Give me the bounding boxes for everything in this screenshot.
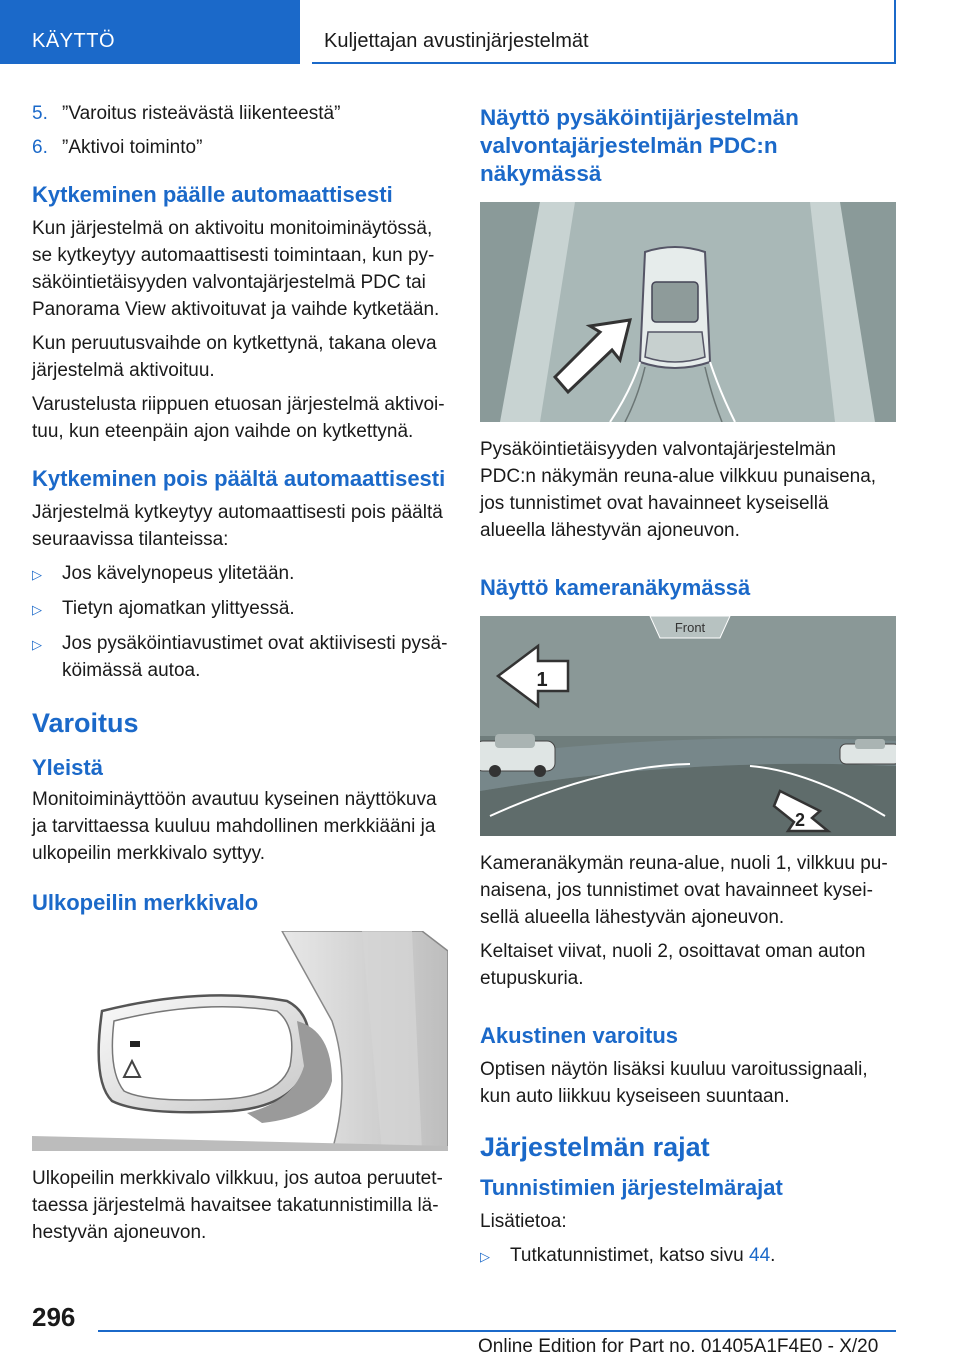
bullet-item <box>32 630 448 684</box>
heading-warning: Varoitus <box>32 708 139 738</box>
figure-caption: Kameranäkymän reuna-alue, nuoli 1, vilkkuu punaisena, jos tunnistimet ovat havainneet kyseisellä alueella lähestyvän ajoneuvon. <box>480 853 888 928</box>
bullet-item <box>480 1242 896 1270</box>
camera-view-illustration <box>480 616 896 836</box>
camera-arrow-1-label: 1 <box>536 669 548 691</box>
heading-sensor-limits: Tunnistimien järjestelmärajat <box>480 1175 783 1200</box>
camera-front-label: Front <box>674 620 706 635</box>
paragraph: Järjestelmä kytkeytyy automaattisesti pois päältä seuraavissa tilanteissa: <box>32 502 443 550</box>
triangle-bullet-icon: ▷ <box>32 567 42 582</box>
left-column <box>32 100 448 1253</box>
heading-camera-view: Näyttö kameranäkymässä <box>480 575 751 600</box>
heading-system-limits: Järjestelmän rajat <box>480 1132 710 1162</box>
bullet-text-main: Tutkatunnistimet, katso sivu <box>510 1245 750 1266</box>
heading-pdc-view: Näyttö pysäköintijärjestelmän valvontajärjestelmän PDC:n näkymässä <box>480 105 799 186</box>
triangle-bullet-icon: ▷ <box>32 637 42 652</box>
figure-caption: Pysäköintietäisyyden valvontajärjestelmän PDC:n näkymän reuna-alue vilkkuu punaisena, jos tunnistimet ovat havainneet kyseisellä alueella lähestyvän ajoneuvon. <box>480 439 877 541</box>
paragraph: Kun peruutusvaihde on kytkettynä, takana oleva järjestelmä aktivoituu. <box>32 333 437 381</box>
camera-arrow-2-label: 2 <box>794 810 806 830</box>
list-text: ”Varoitus risteävästä liikenteestä” <box>62 103 341 124</box>
pdc-view-illustration <box>480 202 896 422</box>
header-chapter-label: Kuljettajan avustinjärjestelmät <box>324 30 589 52</box>
heading-auto-off: Kytkeminen pois päältä automaattisesti <box>32 466 446 491</box>
right-column <box>480 100 896 1277</box>
heading-general: Yleistä <box>32 755 103 780</box>
footer-edition-text: Online Edition for Part no. 01405A1F4E0 - X/20 <box>478 1336 879 1357</box>
mirror-illustration <box>32 931 448 1151</box>
heading-mirror: Ulkopeilin merkkivalo <box>32 890 259 915</box>
list-number: 6. <box>32 137 48 158</box>
list-text: ”Aktivoi toiminto” <box>62 137 203 158</box>
bullet-text: Tietyn ajomatkan ylittyessä. <box>62 598 295 619</box>
paragraph: Monitoiminäyttöön avautuu kyseinen näyttökuva ja tarvittaessa kuuluu mahdollinen merkkiääni ja ulkopeilin merkkivalo syttyy. <box>32 789 437 864</box>
paragraph: Varustelusta riippuen etuosan järjestelmä aktivoituu, kun eteenpäin ajon vaihde on kytkettynä. <box>32 394 445 442</box>
page-number: 296 <box>32 1302 76 1332</box>
list-item <box>32 134 448 161</box>
bullet-text: Jos kävelynopeus ylitetään. <box>62 563 295 584</box>
figure-caption: Ulkopeilin merkkivalo vilkkuu, jos autoa peruutettaessa järjestelmä havaitsee takatunnistimilla lähestyvän ajoneuvon. <box>32 1168 443 1243</box>
bullet-text <box>510 1242 775 1270</box>
footer-divider <box>98 1330 896 1332</box>
heading-acoustic-warning: Akustinen varoitus <box>480 1023 679 1048</box>
triangle-bullet-icon: ▷ <box>32 602 42 617</box>
heading-auto-on: Kytkeminen päälle automaattisesti <box>32 182 393 207</box>
header-section-tab <box>0 0 300 64</box>
paragraph: Kun järjestelmä on aktivoitu monitoiminäytössä, se kytkeytyy automaattisesti toimintaan, kun pysäköintietäisyyden valvontajärjestelmä PDC tai Panorama View aktivoituvat ja vaihde kytketään. <box>32 218 440 320</box>
page-reference-link[interactable]: 44 <box>749 1245 771 1266</box>
bullet-text: Jos pysäköintiavustimet ovat aktiivisesti pysäköimässä autoa. <box>62 633 448 681</box>
paragraph: Lisätietoa: <box>480 1211 567 1232</box>
bullet-item <box>32 560 448 588</box>
paragraph: Optisen näytön lisäksi kuuluu varoitussignaali, kun auto liikkuu kyseiseen suuntaan. <box>480 1059 868 1107</box>
list-item <box>32 100 448 127</box>
header-chapter-box <box>312 0 896 64</box>
bullet-item <box>32 595 448 623</box>
list-number: 5. <box>32 103 48 124</box>
header-section-label: KÄYTTÖ <box>32 30 116 52</box>
triangle-bullet-icon: ▷ <box>480 1249 490 1264</box>
bullet-text-end: . <box>770 1245 776 1266</box>
figure-caption: Keltaiset viivat, nuoli 2, osoittavat oman auton etupuskuria. <box>480 941 866 989</box>
